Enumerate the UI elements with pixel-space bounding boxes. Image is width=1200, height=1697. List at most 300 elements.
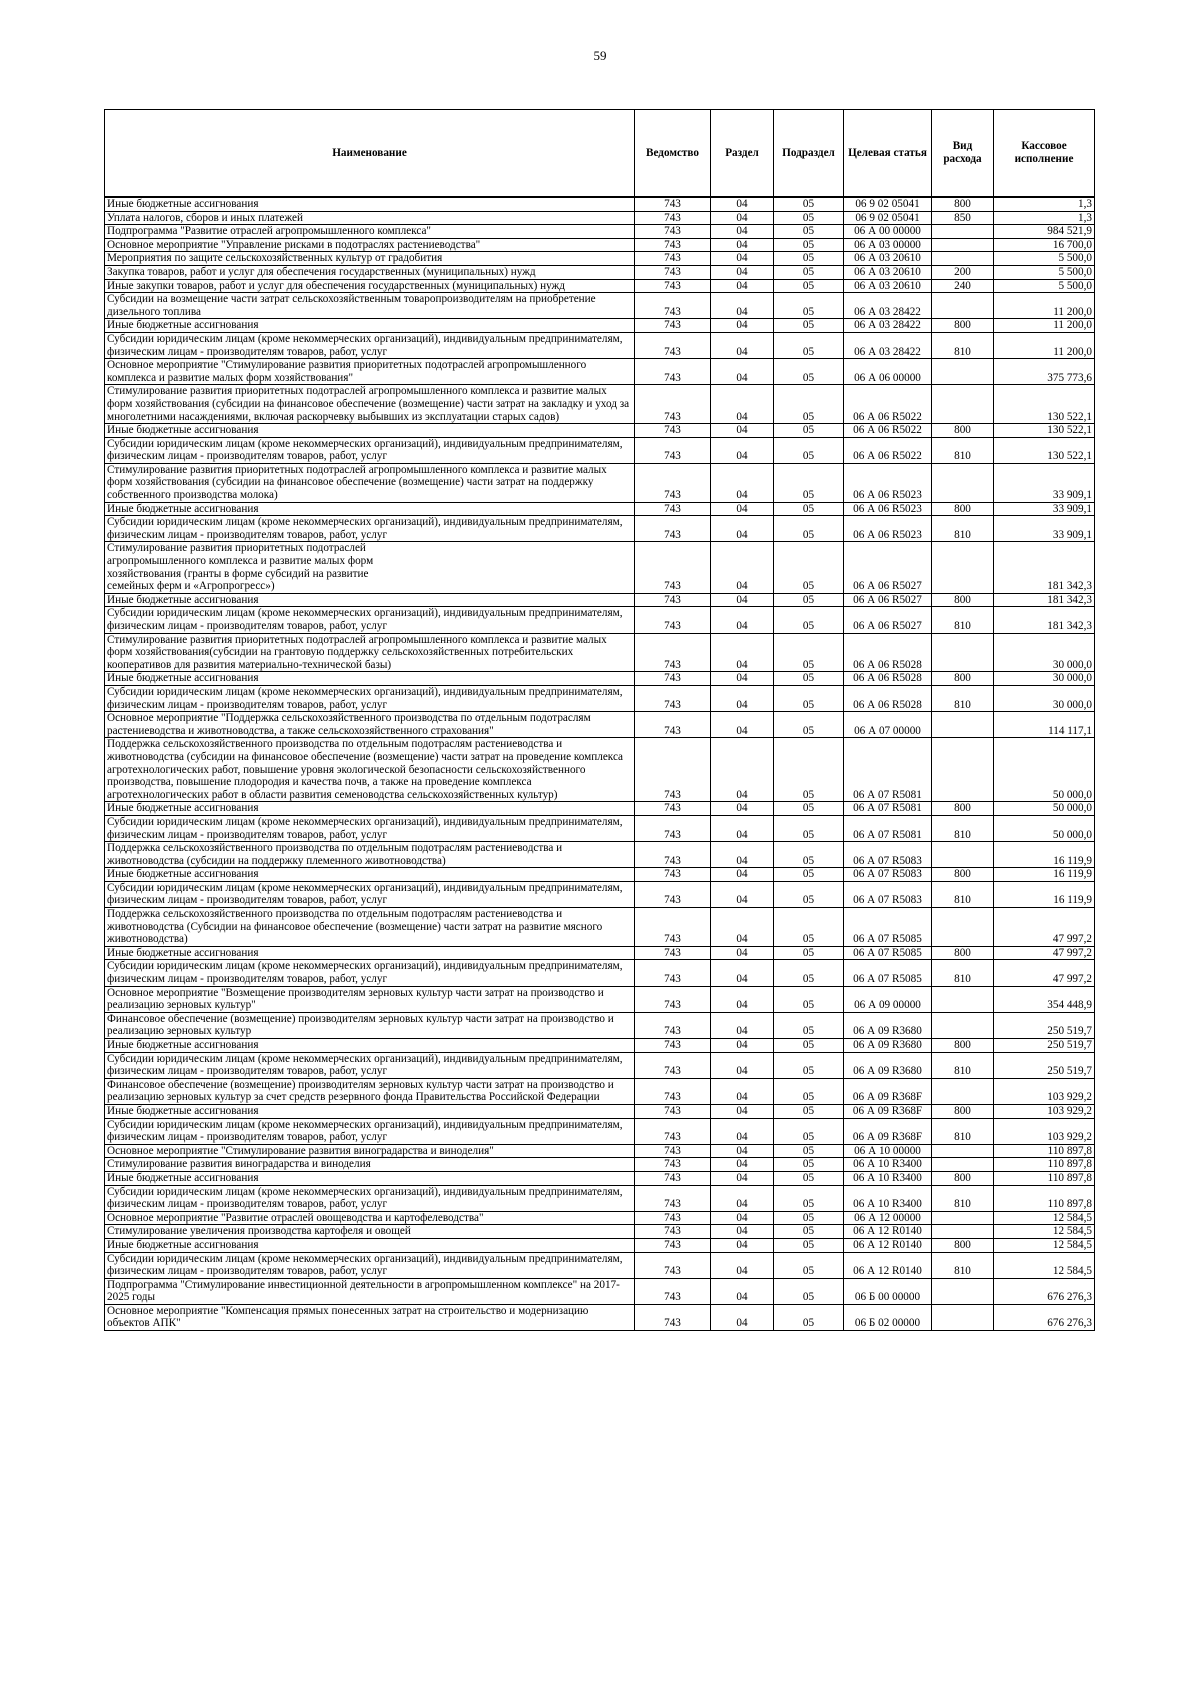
cell-subsection: 05	[774, 685, 844, 711]
cell-section: 04	[711, 1052, 774, 1078]
cell-dept: 743	[635, 1225, 711, 1239]
cell-cash: 47 997,2	[994, 960, 1095, 986]
cell-section: 04	[711, 815, 774, 841]
cell-exp-type	[932, 1225, 994, 1239]
cell-dept: 743	[635, 960, 711, 986]
table-row	[105, 319, 1095, 333]
cell-name: Поддержка сельскохозяйственного производства по отдельным подотраслям растениеводства и животноводства (субсидии на финансовое обеспечение (возмещение) части затрат на проведение комплекса агротехнологических работ, повышение уровня экологической безопасности сельскохозяйственного производства, повышение плодородия и качества почв, а также на проведение комплекса агротехнологических работ в области развития семеноводства сельскохозяйственных культур)	[105, 738, 635, 802]
cell-cash: 12 584,5	[994, 1252, 1095, 1278]
cell-exp-type: 800	[932, 319, 994, 333]
cell-dept: 743	[635, 1104, 711, 1118]
cell-subsection: 05	[774, 1052, 844, 1078]
cell-cash: 130 522,1	[994, 424, 1095, 438]
cell-name: Иные бюджетные ассигнования	[105, 672, 635, 686]
cell-name: Субсидии на возмещение части затрат сельскохозяйственным товаропроизводителям на приобретение дизельного топлива	[105, 293, 635, 319]
cell-name: Иные закупки товаров, работ и услуг для обеспечения государственных (муниципальных) нужд	[105, 279, 635, 293]
cell-name: Субсидии юридическим лицам (кроме некоммерческих организаций), индивидуальным предпринимателям, физическим лицам - производителям товаров, работ, услуг	[105, 1052, 635, 1078]
cell-cash: 110 897,8	[994, 1171, 1095, 1185]
cell-cash: 11 200,0	[994, 319, 1095, 333]
header-subsection: Подраздел	[774, 110, 844, 198]
cell-section: 04	[711, 1158, 774, 1172]
table-row	[105, 712, 1095, 738]
cell-name: Подпрограмма "Стимулирование инвестиционной деятельности в агропромышленном комплексе" на 2017-2025 годы	[105, 1278, 635, 1304]
table-row	[105, 672, 1095, 686]
cell-dept: 743	[635, 815, 711, 841]
cell-target: 06 А 06 R5022	[844, 385, 932, 424]
cell-target: 06 А 03 20610	[844, 265, 932, 279]
cell-name: Субсидии юридическим лицам (кроме некоммерческих организаций), индивидуальным предпринимателям, физическим лицам - производителям товаров, работ, услуг	[105, 960, 635, 986]
cell-section: 04	[711, 225, 774, 239]
cell-cash: 16 119,9	[994, 868, 1095, 882]
table-row	[105, 1278, 1095, 1304]
cell-section: 04	[711, 1238, 774, 1252]
cell-target: 06 А 06 R5027	[844, 607, 932, 633]
table-row	[105, 960, 1095, 986]
cell-subsection: 05	[774, 225, 844, 239]
cell-subsection: 05	[774, 1171, 844, 1185]
cell-section: 04	[711, 1078, 774, 1104]
cell-cash: 103 929,2	[994, 1118, 1095, 1144]
cell-section: 04	[711, 279, 774, 293]
table-row	[105, 868, 1095, 882]
cell-exp-type: 810	[932, 1118, 994, 1144]
cell-name: Основное мероприятие "Компенсация прямых понесенных затрат на строительство и модернизацию объектов АПК"	[105, 1304, 635, 1330]
cell-cash: 114 117,1	[994, 712, 1095, 738]
cell-section: 04	[711, 332, 774, 358]
cell-exp-type: 810	[932, 1052, 994, 1078]
cell-section: 04	[711, 197, 774, 211]
cell-section: 04	[711, 1211, 774, 1225]
cell-section: 04	[711, 211, 774, 225]
cell-section: 04	[711, 252, 774, 266]
cell-exp-type: 810	[932, 437, 994, 463]
cell-subsection: 05	[774, 265, 844, 279]
table-row	[105, 908, 1095, 947]
cell-cash: 676 276,3	[994, 1278, 1095, 1304]
cell-section: 04	[711, 685, 774, 711]
cell-target: 06 Б 02 00000	[844, 1304, 932, 1330]
cell-cash: 5 500,0	[994, 265, 1095, 279]
cell-name: Иные бюджетные ассигнования	[105, 1039, 635, 1053]
cell-subsection: 05	[774, 712, 844, 738]
cell-section: 04	[711, 868, 774, 882]
cell-subsection: 05	[774, 197, 844, 211]
cell-dept: 743	[635, 1039, 711, 1053]
cell-subsection: 05	[774, 842, 844, 868]
cell-cash: 11 200,0	[994, 332, 1095, 358]
cell-target: 06 А 03 00000	[844, 238, 932, 252]
cell-dept: 743	[635, 516, 711, 542]
cell-section: 04	[711, 385, 774, 424]
cell-exp-type	[932, 712, 994, 738]
cell-name: Иные бюджетные ассигнования	[105, 946, 635, 960]
cell-subsection: 05	[774, 1185, 844, 1211]
table-row	[105, 593, 1095, 607]
table-row	[105, 463, 1095, 502]
cell-subsection: 05	[774, 1078, 844, 1104]
table-row	[105, 1012, 1095, 1038]
cell-name: Закупка товаров, работ и услуг для обеспечения государственных (муниципальных) нужд	[105, 265, 635, 279]
cell-dept: 743	[635, 265, 711, 279]
table-row	[105, 225, 1095, 239]
cell-target: 06 А 09 R368F	[844, 1118, 932, 1144]
table-row	[105, 1078, 1095, 1104]
cell-subsection: 05	[774, 802, 844, 816]
cell-name: Основное мероприятие "Управление рисками в подотраслях растениеводства"	[105, 238, 635, 252]
cell-target: 06 Б 00 00000	[844, 1278, 932, 1304]
cell-cash: 30 000,0	[994, 672, 1095, 686]
cell-exp-type: 810	[932, 815, 994, 841]
cell-subsection: 05	[774, 238, 844, 252]
cell-dept: 743	[635, 842, 711, 868]
table-row	[105, 293, 1095, 319]
cell-target: 06 А 03 28422	[844, 319, 932, 333]
cell-dept: 743	[635, 1078, 711, 1104]
cell-target: 06 А 10 R3400	[844, 1185, 932, 1211]
cell-exp-type	[932, 1144, 994, 1158]
cell-name: Стимулирование развития приоритетных подотраслей агропромышленного комплекса и развитие малых форм хозяйствования (гранты в форме субсидий на развитие семейных ферм и «Агропрогресс»)	[105, 542, 635, 593]
cell-name: Основное мероприятие "Стимулирование развития виноградарства и виноделия"	[105, 1144, 635, 1158]
cell-dept: 743	[635, 1144, 711, 1158]
cell-name: Стимулирование развития приоритетных подотраслей агропромышленного комплекса и развитие малых форм хозяйствования(субсидии на грантовую поддержку сельскохозяйственных потребительских кооперативов для развития материально-технической базы)	[105, 633, 635, 672]
cell-dept: 743	[635, 319, 711, 333]
cell-exp-type: 200	[932, 265, 994, 279]
cell-cash: 375 773,6	[994, 359, 1095, 385]
cell-section: 04	[711, 1252, 774, 1278]
cell-exp-type	[932, 252, 994, 266]
header-cash: Кассовое исполнение	[994, 110, 1095, 198]
cell-subsection: 05	[774, 211, 844, 225]
cell-section: 04	[711, 542, 774, 593]
cell-section: 04	[711, 1304, 774, 1330]
table-row	[105, 1304, 1095, 1330]
cell-name: Субсидии юридическим лицам (кроме некоммерческих организаций), индивидуальным предпринимателям, физическим лицам - производителям товаров, работ, услуг	[105, 607, 635, 633]
cell-exp-type: 800	[932, 197, 994, 211]
cell-name: Основное мероприятие "Возмещение производителям зерновых культур части затрат на производство и реализацию зерновых культур"	[105, 986, 635, 1012]
cell-subsection: 05	[774, 252, 844, 266]
cell-cash: 181 342,3	[994, 593, 1095, 607]
cell-cash: 181 342,3	[994, 607, 1095, 633]
cell-name: Субсидии юридическим лицам (кроме некоммерческих организаций), индивидуальным предпринимателям, физическим лицам - производителям товаров, работ, услуг	[105, 437, 635, 463]
cell-cash: 47 997,2	[994, 908, 1095, 947]
cell-target: 06 А 06 R5023	[844, 502, 932, 516]
table-row	[105, 1052, 1095, 1078]
cell-exp-type	[932, 463, 994, 502]
cell-dept: 743	[635, 502, 711, 516]
cell-dept: 743	[635, 881, 711, 907]
cell-target: 06 А 07 R5083	[844, 868, 932, 882]
cell-exp-type	[932, 633, 994, 672]
header-target: Целевая статья	[844, 110, 932, 198]
cell-exp-type	[932, 842, 994, 868]
cell-dept: 743	[635, 359, 711, 385]
cell-exp-type	[932, 1304, 994, 1330]
cell-target: 06 А 03 20610	[844, 279, 932, 293]
cell-target: 06 А 09 R3680	[844, 1039, 932, 1053]
cell-target: 06 А 07 R5085	[844, 946, 932, 960]
cell-target: 06 9 02 05041	[844, 211, 932, 225]
cell-exp-type: 810	[932, 1185, 994, 1211]
cell-section: 04	[711, 1144, 774, 1158]
table-row	[105, 502, 1095, 516]
cell-section: 04	[711, 1278, 774, 1304]
cell-exp-type: 800	[932, 1238, 994, 1252]
cell-section: 04	[711, 1171, 774, 1185]
table-row	[105, 385, 1095, 424]
cell-dept: 743	[635, 908, 711, 947]
cell-dept: 743	[635, 986, 711, 1012]
cell-section: 04	[711, 738, 774, 802]
cell-section: 04	[711, 293, 774, 319]
table-row	[105, 802, 1095, 816]
cell-exp-type	[932, 225, 994, 239]
cell-dept: 743	[635, 1171, 711, 1185]
table-row	[105, 437, 1095, 463]
cell-cash: 16 119,9	[994, 881, 1095, 907]
cell-cash: 181 342,3	[994, 542, 1095, 593]
cell-name: Субсидии юридическим лицам (кроме некоммерческих организаций), индивидуальным предпринимателям, физическим лицам - производителям товаров, работ, услуг	[105, 1252, 635, 1278]
cell-exp-type: 800	[932, 802, 994, 816]
cell-subsection: 05	[774, 815, 844, 841]
cell-dept: 743	[635, 946, 711, 960]
cell-subsection: 05	[774, 672, 844, 686]
cell-name: Иные бюджетные ассигнования	[105, 868, 635, 882]
cell-exp-type	[932, 986, 994, 1012]
cell-name: Основное мероприятие "Стимулирование развития приоритетных подотраслей агропромышленного комплекса и развитие малых форм хозяйствования"	[105, 359, 635, 385]
header-exp-type: Вид расхода	[932, 110, 994, 198]
cell-cash: 1,3	[994, 197, 1095, 211]
budget-table	[104, 109, 1095, 1331]
cell-dept: 743	[635, 463, 711, 502]
table-row	[105, 1171, 1095, 1185]
cell-target: 06 А 10 R3400	[844, 1171, 932, 1185]
cell-name: Основное мероприятие "Развитие отраслей овощеводства и картофелеводства"	[105, 1211, 635, 1225]
cell-section: 04	[711, 986, 774, 1012]
cell-dept: 743	[635, 712, 711, 738]
cell-dept: 743	[635, 279, 711, 293]
cell-dept: 743	[635, 685, 711, 711]
cell-exp-type: 810	[932, 881, 994, 907]
cell-cash: 30 000,0	[994, 633, 1095, 672]
cell-target: 06 9 02 05041	[844, 197, 932, 211]
cell-name: Иные бюджетные ассигнования	[105, 502, 635, 516]
cell-subsection: 05	[774, 1039, 844, 1053]
cell-section: 04	[711, 842, 774, 868]
cell-subsection: 05	[774, 437, 844, 463]
cell-dept: 743	[635, 802, 711, 816]
cell-target: 06 А 07 R5083	[844, 842, 932, 868]
cell-target: 06 А 06 R5023	[844, 463, 932, 502]
cell-dept: 743	[635, 1052, 711, 1078]
table-row	[105, 211, 1095, 225]
cell-section: 04	[711, 672, 774, 686]
cell-cash: 110 897,8	[994, 1158, 1095, 1172]
cell-dept: 743	[635, 633, 711, 672]
table-row	[105, 607, 1095, 633]
cell-subsection: 05	[774, 463, 844, 502]
cell-section: 04	[711, 319, 774, 333]
cell-cash: 11 200,0	[994, 293, 1095, 319]
cell-subsection: 05	[774, 279, 844, 293]
cell-cash: 130 522,1	[994, 385, 1095, 424]
cell-dept: 743	[635, 1185, 711, 1211]
cell-dept: 743	[635, 1238, 711, 1252]
cell-cash: 103 929,2	[994, 1104, 1095, 1118]
cell-dept: 743	[635, 385, 711, 424]
cell-name: Субсидии юридическим лицам (кроме некоммерческих организаций), индивидуальным предпринимателям, физическим лицам - производителям товаров, работ, услуг	[105, 332, 635, 358]
cell-section: 04	[711, 946, 774, 960]
cell-subsection: 05	[774, 293, 844, 319]
header-row	[105, 110, 1095, 198]
cell-target: 06 А 09 R368F	[844, 1078, 932, 1104]
cell-exp-type	[932, 1158, 994, 1172]
cell-subsection: 05	[774, 908, 844, 947]
cell-name: Иные бюджетные ассигнования	[105, 319, 635, 333]
cell-name: Финансовое обеспечение (возмещение) производителям зерновых культур части затрат на производство и реализацию зерновых культур за счет средств резервного фонда Правительства Российской Федерации	[105, 1078, 635, 1104]
cell-name: Стимулирование развития приоритетных подотраслей агропромышленного комплекса и развитие малых форм хозяйствования (субсидии на финансовое обеспечение (возмещение) части затрат на поддержку собственного производства молока)	[105, 463, 635, 502]
cell-subsection: 05	[774, 502, 844, 516]
cell-target: 06 А 07 R5085	[844, 908, 932, 947]
cell-section: 04	[711, 265, 774, 279]
cell-section: 04	[711, 1012, 774, 1038]
cell-exp-type	[932, 359, 994, 385]
header-dept: Ведомство	[635, 110, 711, 198]
cell-target: 06 А 06 00000	[844, 359, 932, 385]
cell-subsection: 05	[774, 593, 844, 607]
cell-cash: 50 000,0	[994, 815, 1095, 841]
table-row	[105, 1039, 1095, 1053]
cell-section: 04	[711, 1185, 774, 1211]
table-row	[105, 238, 1095, 252]
cell-target: 06 А 12 R0140	[844, 1238, 932, 1252]
cell-cash: 250 519,7	[994, 1052, 1095, 1078]
cell-cash: 12 584,5	[994, 1225, 1095, 1239]
cell-exp-type: 810	[932, 685, 994, 711]
cell-target: 06 А 07 R5085	[844, 960, 932, 986]
cell-cash: 50 000,0	[994, 738, 1095, 802]
table-row	[105, 1104, 1095, 1118]
cell-subsection: 05	[774, 1252, 844, 1278]
cell-target: 06 А 07 R5083	[844, 881, 932, 907]
cell-name: Субсидии юридическим лицам (кроме некоммерческих организаций), индивидуальным предпринимателям, физическим лицам - производителям товаров, работ, услуг	[105, 685, 635, 711]
cell-subsection: 05	[774, 1012, 844, 1038]
cell-subsection: 05	[774, 1118, 844, 1144]
table-row	[105, 1158, 1095, 1172]
cell-target: 06 А 06 R5028	[844, 633, 932, 672]
cell-subsection: 05	[774, 1225, 844, 1239]
cell-target: 06 А 03 28422	[844, 332, 932, 358]
cell-exp-type	[932, 908, 994, 947]
cell-name: Поддержка сельскохозяйственного производства по отдельным подотраслям растениеводства и животноводства (Субсидии на финансовое обеспечение (возмещение) части затрат на развитие мясного животноводства)	[105, 908, 635, 947]
page-number: 59	[593, 48, 607, 63]
cell-dept: 743	[635, 672, 711, 686]
cell-section: 04	[711, 1104, 774, 1118]
cell-target: 06 А 10 00000	[844, 1144, 932, 1158]
cell-name: Субсидии юридическим лицам (кроме некоммерческих организаций), индивидуальным предпринимателям, физическим лицам - производителям товаров, работ, услуг	[105, 516, 635, 542]
cell-subsection: 05	[774, 1104, 844, 1118]
cell-name: Иные бюджетные ассигнования	[105, 1238, 635, 1252]
table-row	[105, 842, 1095, 868]
table-row	[105, 252, 1095, 266]
cell-dept: 743	[635, 868, 711, 882]
cell-subsection: 05	[774, 1144, 844, 1158]
cell-target: 06 А 09 R3680	[844, 1052, 932, 1078]
cell-name: Поддержка сельскохозяйственного производства по отдельным подотраслям растениеводства и животноводства (субсидии на поддержку племенного животноводства)	[105, 842, 635, 868]
cell-cash: 103 929,2	[994, 1078, 1095, 1104]
cell-target: 06 А 06 R5028	[844, 685, 932, 711]
cell-cash: 33 909,1	[994, 463, 1095, 502]
cell-target: 06 А 07 R5081	[844, 738, 932, 802]
cell-section: 04	[711, 516, 774, 542]
cell-name: Субсидии юридическим лицам (кроме некоммерческих организаций), индивидуальным предпринимателям, физическим лицам - производителям товаров, работ, услуг	[105, 1118, 635, 1144]
cell-subsection: 05	[774, 868, 844, 882]
header-name: Наименование	[105, 110, 635, 198]
cell-subsection: 05	[774, 1158, 844, 1172]
table-row	[105, 542, 1095, 593]
cell-dept: 743	[635, 607, 711, 633]
cell-cash: 33 909,1	[994, 502, 1095, 516]
table-row	[105, 265, 1095, 279]
cell-dept: 743	[635, 738, 711, 802]
cell-exp-type	[932, 1211, 994, 1225]
cell-subsection: 05	[774, 385, 844, 424]
table-row	[105, 1225, 1095, 1239]
cell-name: Иные бюджетные ассигнования	[105, 1104, 635, 1118]
cell-dept: 743	[635, 1304, 711, 1330]
cell-section: 04	[711, 463, 774, 502]
cell-target: 06 А 07 R5081	[844, 815, 932, 841]
cell-target: 06 А 09 R368F	[844, 1104, 932, 1118]
table-row	[105, 946, 1095, 960]
cell-subsection: 05	[774, 1238, 844, 1252]
cell-dept: 743	[635, 593, 711, 607]
cell-target: 06 А 06 R5028	[844, 672, 932, 686]
cell-section: 04	[711, 908, 774, 947]
cell-section: 04	[711, 437, 774, 463]
cell-dept: 743	[635, 542, 711, 593]
cell-section: 04	[711, 502, 774, 516]
cell-exp-type: 800	[932, 672, 994, 686]
cell-name: Стимулирование развития приоритетных подотраслей агропромышленного комплекса и развитие малых форм хозяйствования (субсидии на финансовое обеспечение (возмещение) части затрат на закладку и уход за многолетними насаждениями, включая раскорчевку выбывших из эксплуатации старых садов)	[105, 385, 635, 424]
cell-exp-type: 800	[932, 868, 994, 882]
cell-exp-type: 810	[932, 960, 994, 986]
cell-subsection: 05	[774, 946, 844, 960]
cell-name: Подпрограмма "Развитие отраслей агропромышленного комплекса"	[105, 225, 635, 239]
cell-exp-type	[932, 385, 994, 424]
cell-section: 04	[711, 712, 774, 738]
table-row	[105, 332, 1095, 358]
cell-dept: 743	[635, 293, 711, 319]
cell-section: 04	[711, 424, 774, 438]
cell-target: 06 А 07 00000	[844, 712, 932, 738]
cell-target: 06 А 03 20610	[844, 252, 932, 266]
cell-cash: 130 522,1	[994, 437, 1095, 463]
table-row	[105, 986, 1095, 1012]
cell-target: 06 А 06 R5027	[844, 542, 932, 593]
cell-subsection: 05	[774, 424, 844, 438]
cell-exp-type	[932, 1278, 994, 1304]
cell-target: 06 А 07 R5081	[844, 802, 932, 816]
cell-dept: 743	[635, 437, 711, 463]
cell-target: 06 А 00 00000	[844, 225, 932, 239]
cell-cash: 16 700,0	[994, 238, 1095, 252]
cell-dept: 743	[635, 1278, 711, 1304]
cell-name: Субсидии юридическим лицам (кроме некоммерческих организаций), индивидуальным предпринимателям, физическим лицам - производителям товаров, работ, услуг	[105, 1185, 635, 1211]
cell-dept: 743	[635, 211, 711, 225]
cell-section: 04	[711, 1039, 774, 1053]
cell-exp-type: 800	[932, 1039, 994, 1053]
cell-name: Стимулирование увеличения производства картофеля и овощей	[105, 1225, 635, 1239]
